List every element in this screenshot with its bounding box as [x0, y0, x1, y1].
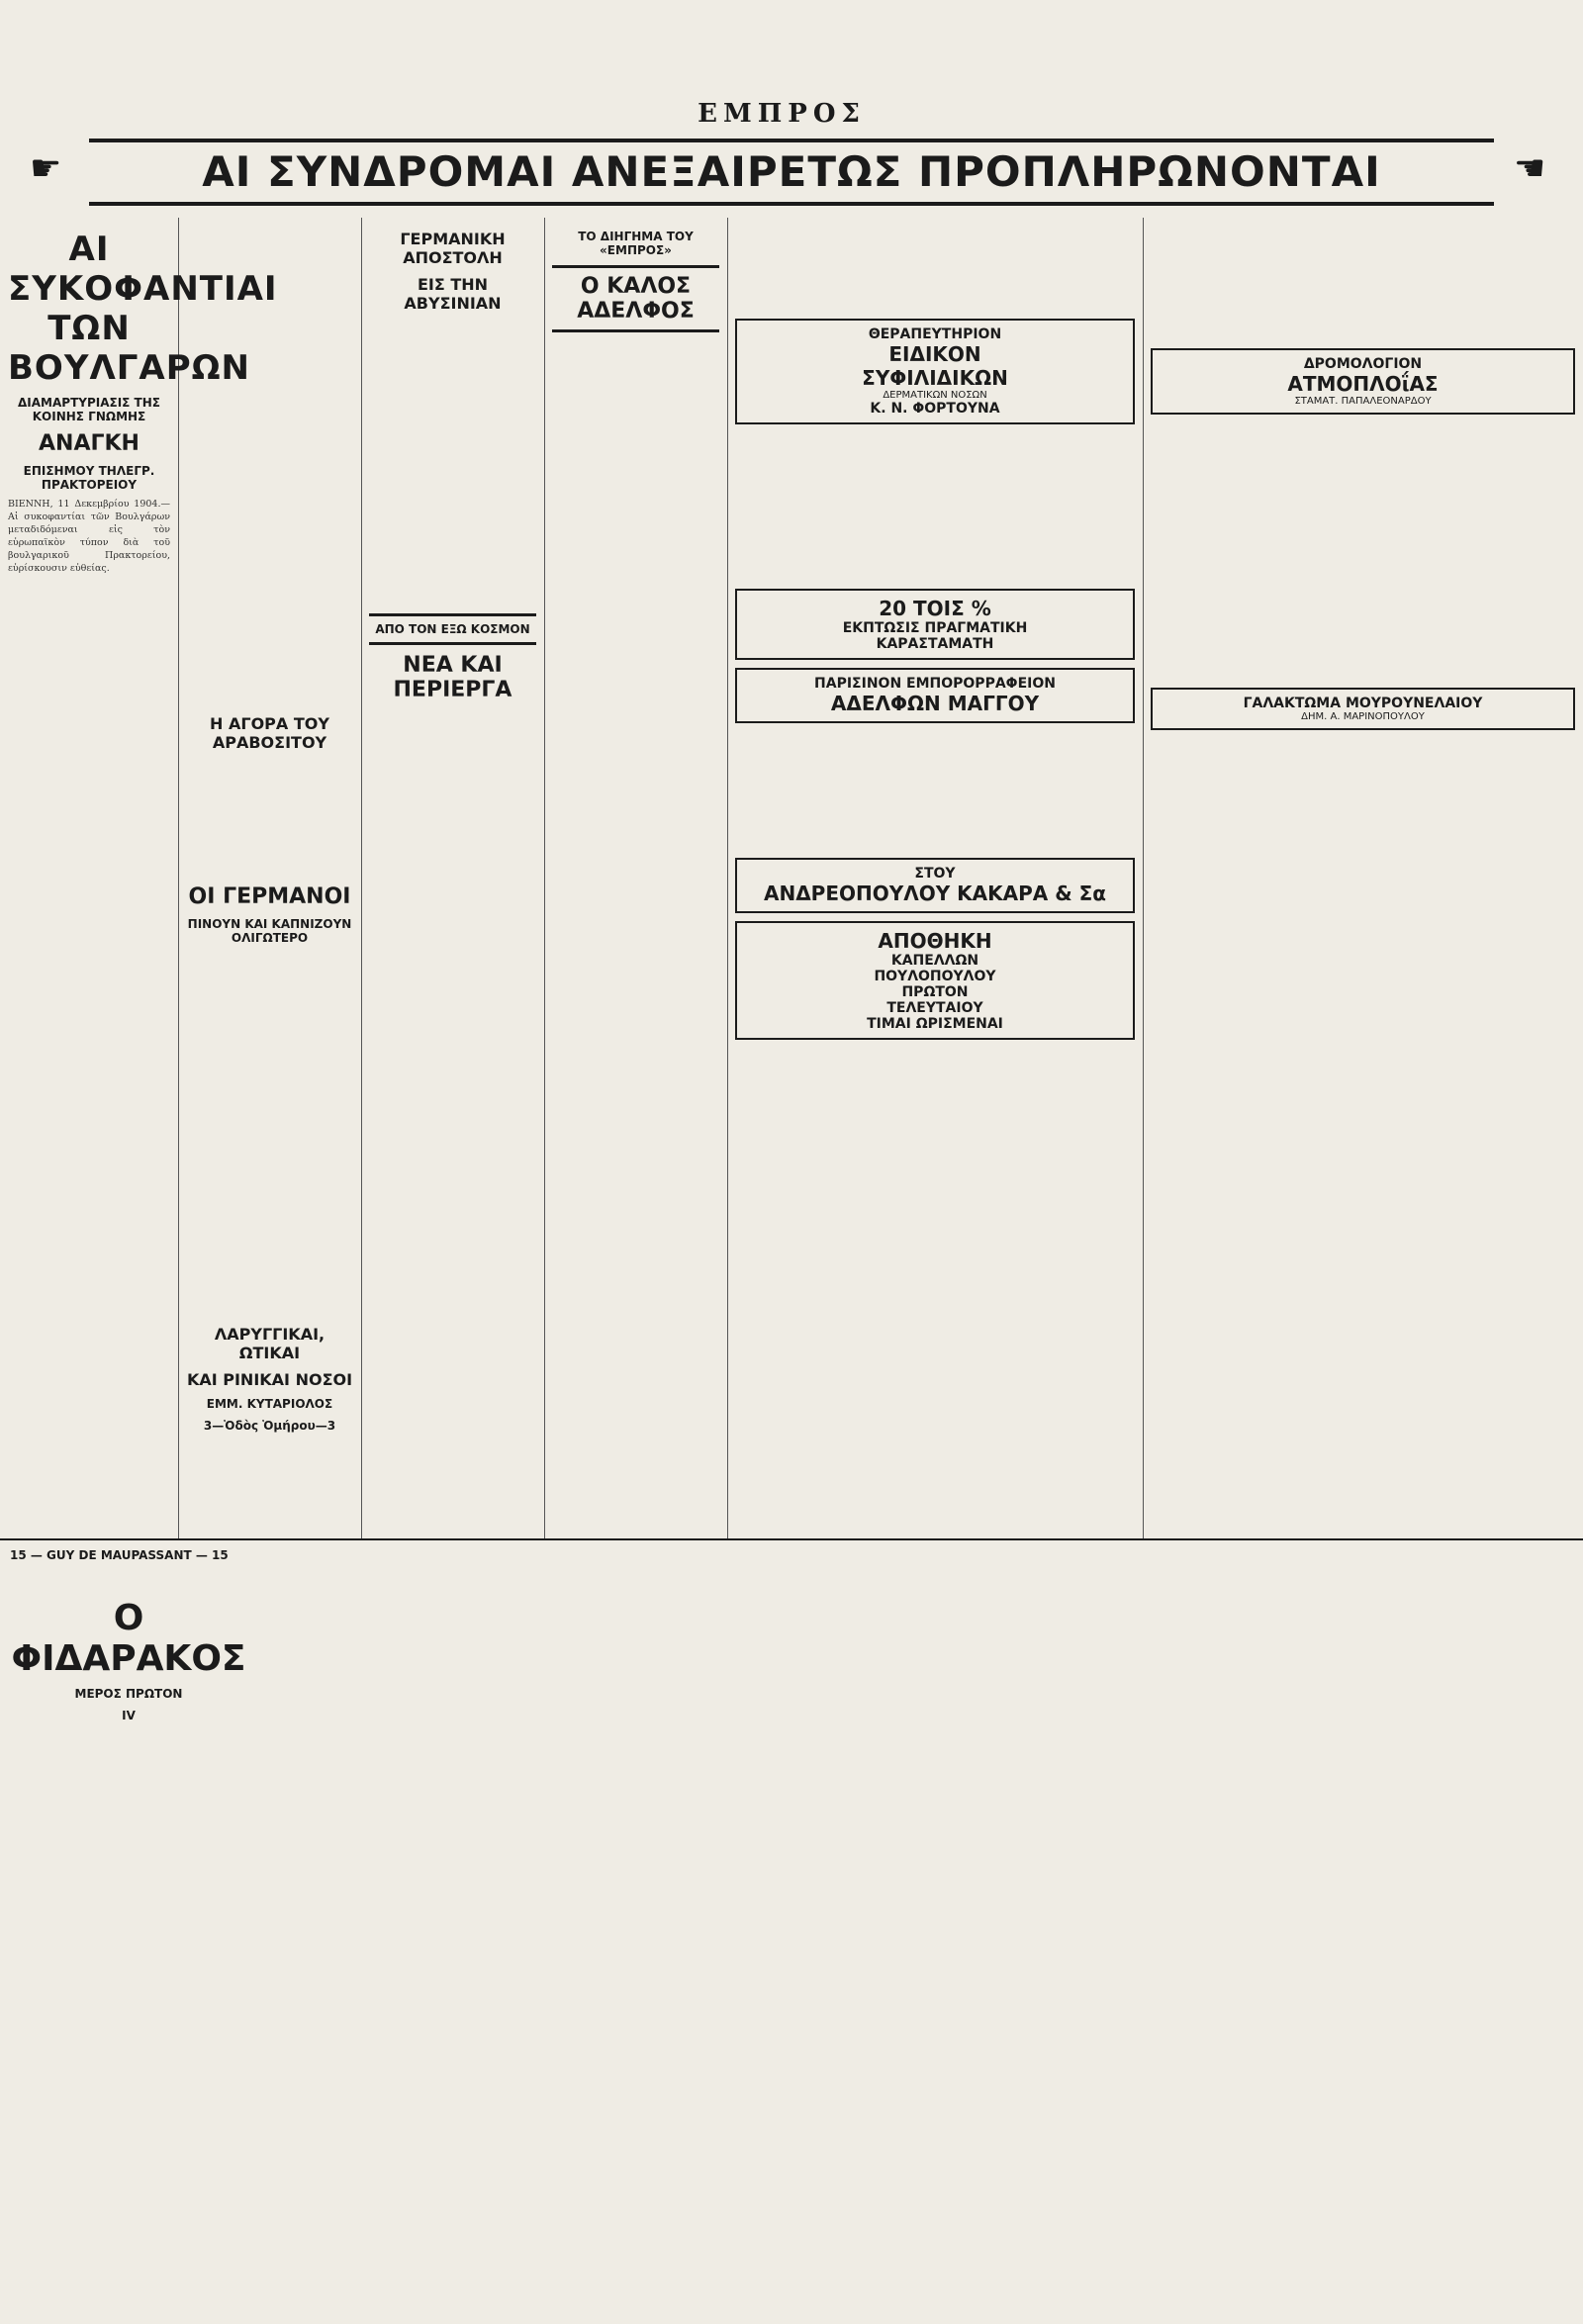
discount-ad: 20 ΤΟΙΣ % ΕΚΠΤΩΣΙΣ ΠΡΑΓΜΑΤΙΚΗ ΚΑΡΑΣΤΑΜΑΤΗ: [735, 589, 1135, 660]
cod-liver-oil-ad: ΓΑΛΑΚΤΩΜΑ ΜΟΥΡΟΥΝΕΛΑΙΟΥ ΔΗΜ. Α. ΜΑΡΙΝΟΠΟΥΛΟΥ: [1151, 688, 1575, 730]
headline: ΚΑΙ ΡΙΝΙΚΑΙ ΝΟΣΟΙ: [186, 1370, 353, 1389]
masthead: [0, 99, 1583, 129]
headline: ΑΙ ΣΥΚΟΦΑΝΤΙΑΙ ΤΩΝ ΒΟΥΛΓΑΡΩΝ: [8, 230, 278, 388]
column-4: [544, 218, 728, 1538]
subscription-banner: ΑΙ ΣΥΝΔΡΟΜΑΙ ΑΝΕΞΑΙΡΕΤΩΣ ΠΡΟΠΛΗΡΩΝΟΝΤΑΙ: [89, 139, 1494, 206]
column-5: [727, 218, 1144, 1538]
headline: ΕΙΣ ΤΗΝ ΑΒΥΣΙΝΙΑΝ: [404, 275, 502, 313]
clothing-ad: ΣΤΟΥ ΑΝΔΡΕΟΠΟΥΛΟΥ ΚΑΚΑΡΑ & Σα: [735, 858, 1135, 913]
subheadline: ΕΠΙΣΗΜΟΥ ΤΗΛΕΓΡ. ΠΡΑΚΤΟΡΕΙΟΥ: [23, 464, 155, 492]
column-3: [361, 218, 545, 1538]
tailor-ad: ΠΑΡΙΣΙΝΟΝ ΕΜΠΟΡΟΡΡΑΦΕΙΟΝ ΑΔΕΛΦΩΝ ΜΑΓΓΟΥ: [735, 668, 1135, 723]
headline: ΓΕΡΜΑΝΙΚΗ ΑΠΟΣΤΟΛΗ: [400, 230, 506, 267]
section-heading: ΤΟ ΔΙΗΓΗΜΑ ΤΟΥ «ΕΜΠΡΟΣ»: [578, 230, 694, 257]
story-title: Ο ΚΑΛΟΣ ΑΔΕΛΦΟΣ: [552, 265, 719, 332]
doctor-name: ΕΜΜ. ΚΥΤΑΡΙΟΛΟΣ: [206, 1397, 333, 1411]
subheadline: ΔΙΑΜΑΡΤΥΡΙΑΣΙΣ ΤΗΣ ΚΟΙΝΗΣ ΓΝΩΜΗΣ: [18, 396, 160, 423]
clinic-ad: ΘΕΡΑΠΕΥΤΗΡΙΟΝ ΕΙΔΙΚΟΝ ΣΥΦΙΛΙΔΙΚΩΝ ΔΕΡΜΑΤΙΚΩΝ ΝΟΣΩΝ Κ. Ν. ΦΟΡΤΟΥΝΑ: [735, 319, 1135, 424]
section-heading: ΑΠΟ ΤΟΝ ΕΞΩ ΚΟΣΜΟΝ: [369, 613, 536, 645]
newspaper-title: ΕΜΠΡΟΣ: [698, 99, 866, 129]
headline: ΝΕΑ ΚΑΙ ΠΕΡΙΕΡΓΑ: [393, 653, 512, 702]
hat-shop-ad: ΑΠΟΘΗΚΗ ΚΑΠΕΛΛΩΝ ΠΟΥΛΟΠΟΥΛΟΥ ΠΡΩΤΟΝ ΤΕΛΕΥΤΑΙΟΥ ΤΙΜΑΙ ΩΡΙΣΜΕΝΑΙ: [735, 921, 1135, 1040]
doctor-address: 3—Ὁδὸς Ὁμήρου—3: [203, 1419, 336, 1433]
headline: ΛΑΡΥΓΓΙΚΑΙ, ΩΤΙΚΑΙ: [214, 1325, 326, 1362]
column-6: [1143, 218, 1583, 1538]
section-divider: [0, 1538, 1583, 1540]
pointing-hand-icon: ☛: [30, 148, 62, 189]
subheadline: ΑΝΑΓΚΗ: [39, 431, 140, 456]
feuilleton-header: 15 — GUY DE MAUPASSANT — 15: [10, 1548, 229, 1562]
subheadline: ΠΙΝΟΥΝ ΚΑΙ ΚΑΠΝΙΖΟΥΝ ΟΛΙΓΩΤΕΡΟ: [187, 917, 352, 945]
headline: ΟΙ ΓΕΡΜΑΝΟΙ: [188, 884, 351, 909]
feuilleton-title: Ο ΦΙΔΑΡΑΚΟΣ ΜΕΡΟΣ ΠΡΩΤΟΝ IV: [11, 1598, 246, 1722]
shipping-schedule-ad: ΔΡΟΜΟΛΟΓΙΟΝ ΑΤΜΟΠΛΟΐΑΣ ΣΤΑΜΑΤ. ΠΑΠΑΛΕΟΝΑΡΔΟΥ: [1151, 348, 1575, 415]
column-2: [178, 218, 362, 1538]
headline: Η ΑΓΟΡΑ ΤΟΥ ΑΡΑΒΟΣΙΤΟΥ: [210, 714, 329, 752]
article-text: ΒΙΕΝΝΗ, 11 Δεκεμβρίου 1904.— Αἱ συκοφαντίαι τῶν Βουλγάρων μεταδιδόμεναι εἰς τὸν εὐρωπαϊκὸν τύπον διὰ τοῦ βουλγαρικοῦ Πρακτορείου, εὑρίσκουσιν εὐθείας.: [8, 499, 170, 574]
pointing-hand-icon: ☚: [1514, 148, 1546, 189]
